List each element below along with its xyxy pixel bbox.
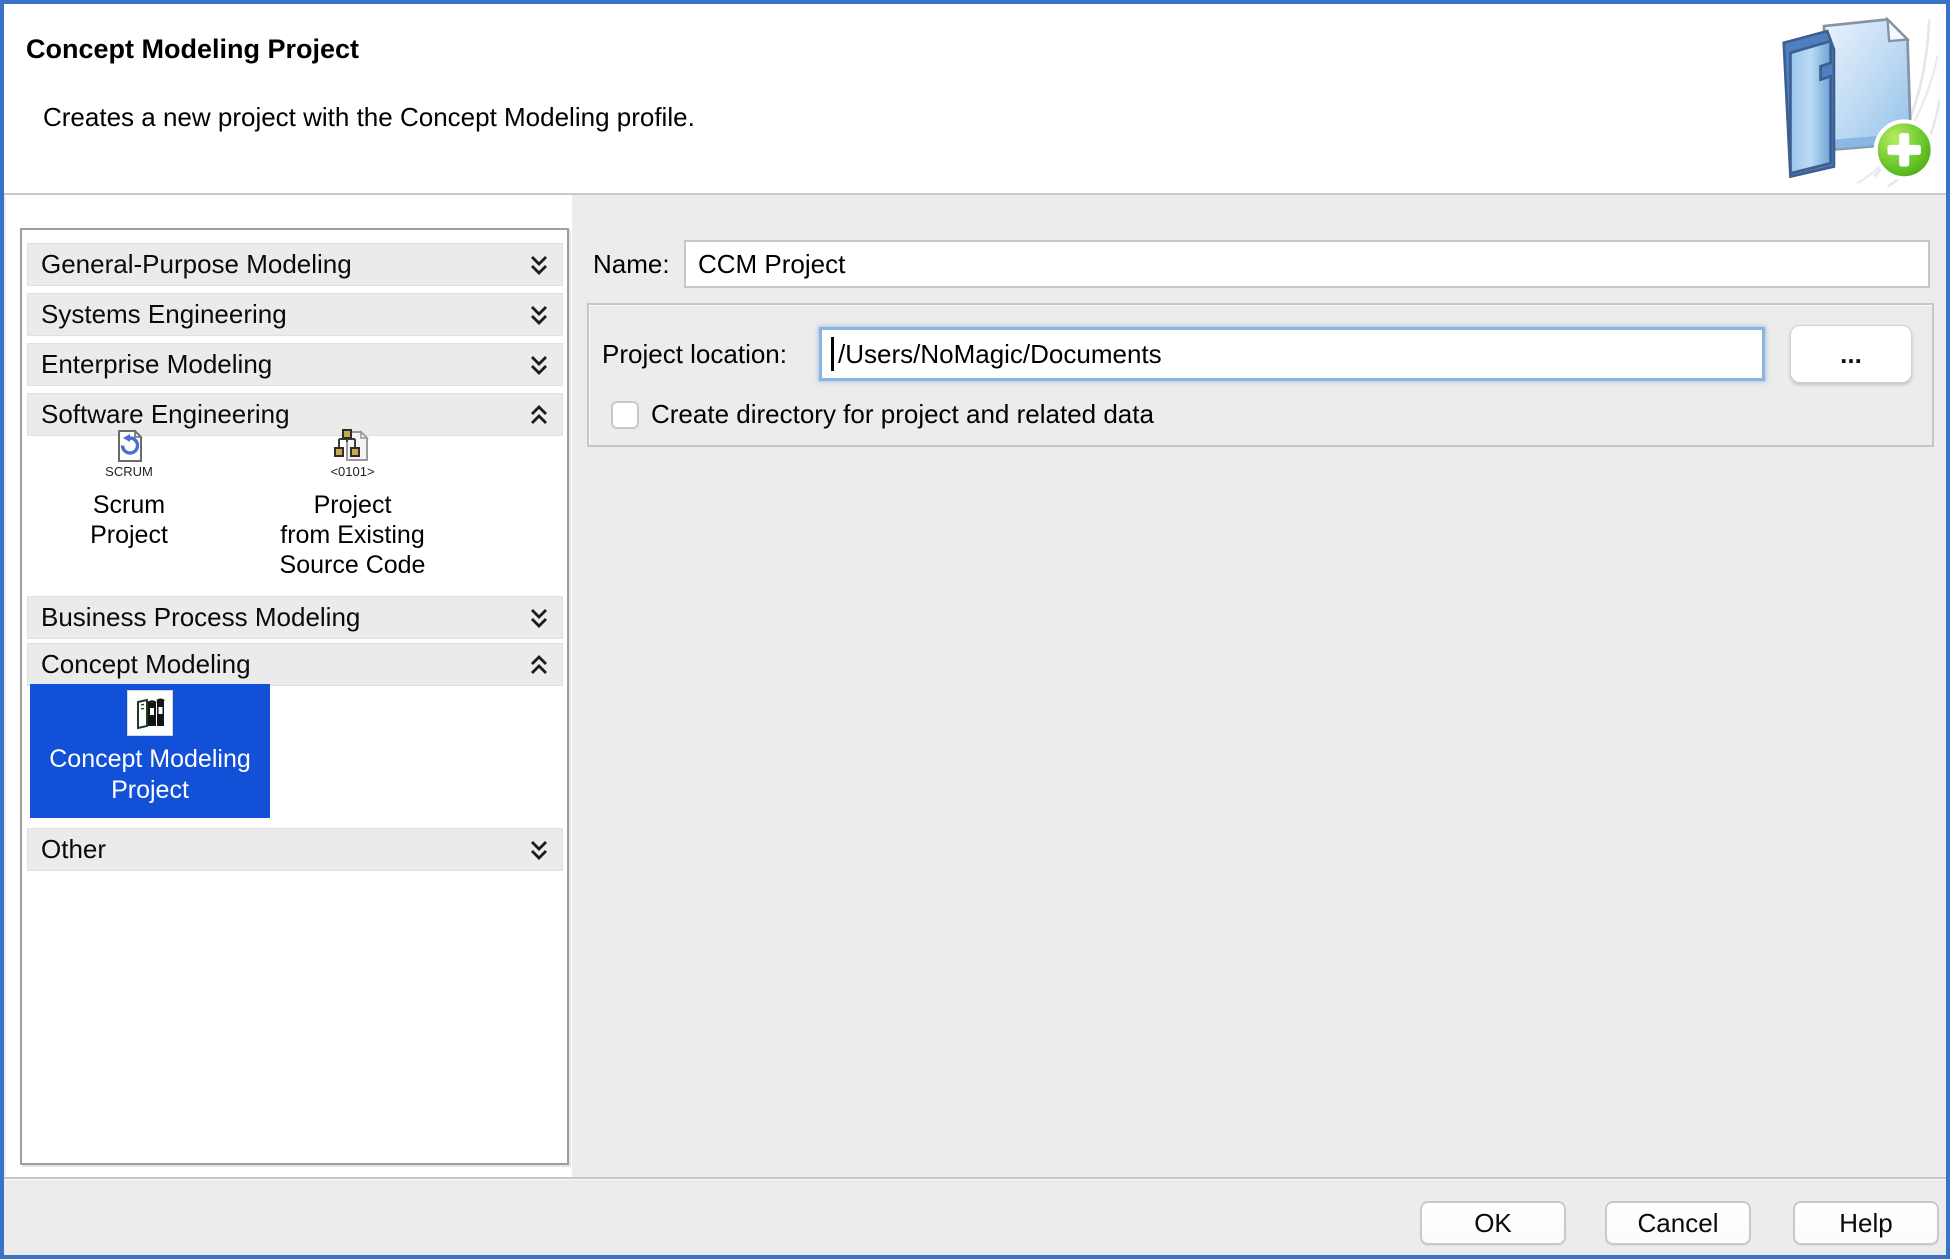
chevron-expand-icon <box>528 253 550 277</box>
template-label: Project from Existing Source Code <box>279 491 426 579</box>
project-name-input[interactable] <box>684 240 1930 288</box>
project-location-group <box>587 303 1934 447</box>
ok-button[interactable]: OK <box>1420 1201 1566 1245</box>
category-systems-engineering[interactable]: Systems Engineering <box>27 293 563 336</box>
footer-divider <box>4 1177 1946 1180</box>
scrum-icon-caption: SCRUM <box>105 464 153 479</box>
create-directory-label: Create directory for project and related data <box>651 398 1154 429</box>
name-label: Name: <box>593 248 670 279</box>
browse-button[interactable]: ... <box>1790 325 1912 383</box>
page-subtitle: Creates a new project with the Concept Modeling profile. <box>43 102 695 132</box>
cancel-button[interactable]: Cancel <box>1605 1201 1751 1245</box>
chevron-expand-icon <box>528 353 550 377</box>
help-button[interactable]: Help <box>1793 1201 1939 1245</box>
chevron-expand-icon <box>528 303 550 327</box>
page-title: Concept Modeling Project <box>26 34 360 64</box>
chevron-collapse-icon <box>528 653 550 677</box>
category-business-process-modeling[interactable]: Business Process Modeling <box>27 596 563 639</box>
template-label: Scrum Project <box>90 491 168 549</box>
chevron-expand-icon <box>528 606 550 630</box>
chevron-expand-icon <box>528 838 550 862</box>
create-directory-checkbox[interactable] <box>611 401 639 429</box>
template-scrum-project[interactable] <box>34 428 224 550</box>
new-project-folder-icon <box>1756 6 1942 190</box>
template-project-from-existing-source-code[interactable] <box>250 428 455 580</box>
project-location-input[interactable] <box>819 327 1765 381</box>
category-general-purpose-modeling[interactable]: General-Purpose Modeling <box>27 243 563 286</box>
dialog-header <box>4 4 1946 195</box>
project-location-label: Project location: <box>602 338 787 369</box>
template-label: Concept Modeling Project <box>49 745 251 804</box>
category-enterprise-modeling[interactable]: Enterprise Modeling <box>27 343 563 386</box>
category-software-engineering[interactable]: Software Engineering <box>27 393 563 436</box>
template-category-panel <box>20 228 569 1165</box>
category-concept-modeling[interactable]: Concept Modeling <box>27 643 563 686</box>
category-other[interactable]: Other <box>27 828 563 871</box>
template-concept-modeling-project[interactable] <box>30 684 270 818</box>
concept-modeling-project-icon <box>127 690 173 736</box>
chevron-collapse-icon <box>528 403 550 427</box>
source-code-icon-caption: <0101> <box>330 464 375 479</box>
project-location-field <box>819 327 1765 381</box>
text-caret <box>831 337 834 371</box>
